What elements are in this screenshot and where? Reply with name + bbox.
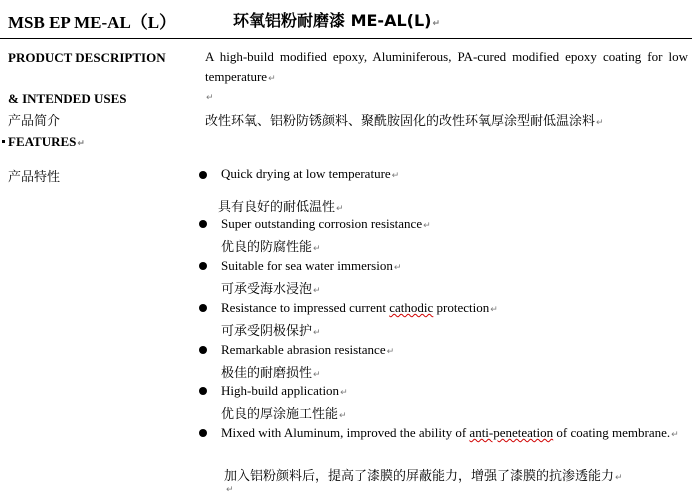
paragraph-mark: ↵: [596, 118, 604, 128]
product-description-label: PRODUCT DESCRIPTION: [8, 50, 166, 65]
paragraph-mark: ↵: [226, 485, 234, 495]
feature-cn: 优良的防腐性能↵: [221, 240, 321, 255]
feature-en: High-build application↵: [221, 383, 348, 398]
bullet-icon: [199, 387, 207, 395]
feature-cn: 可承受海水浸泡↵: [221, 282, 321, 297]
bullet-icon: [199, 220, 207, 228]
feature-en: Super outstanding corrosion resistance↵: [221, 216, 431, 231]
header-divider: [0, 38, 692, 39]
title-english: MSB EP ME-AL（L）: [8, 13, 177, 32]
feature-en: Remarkable abrasion resistance↵: [221, 342, 395, 357]
title-chinese: 环氧铝粉耐磨漆 ME-AL(L)↵: [233, 11, 441, 30]
paragraph-mark: ↵: [671, 430, 679, 440]
paragraph-mark: ↵: [77, 139, 85, 149]
bullet-icon: [199, 429, 207, 437]
paragraph-mark: ↵: [313, 244, 321, 254]
features-label: FEATURES↵: [8, 134, 85, 149]
paragraph-mark: ↵: [340, 388, 348, 398]
feature-en: Resistance to impressed current cathodic protection↵: [221, 300, 498, 315]
paragraph-mark: ↵: [313, 286, 321, 296]
paragraph-mark: ↵: [432, 19, 441, 29]
paragraph-mark: ↵: [393, 263, 402, 273]
paragraph-mark: ↵: [615, 473, 623, 483]
intended-uses-label-cn: 产品简介: [8, 114, 61, 129]
paragraph-mark: ↵: [423, 221, 431, 231]
feature-cn: 极佳的耐磨损性↵: [221, 366, 321, 381]
feature-cn: 加入铝粉颜料后，提高了漆膜的屏蔽能力，增强了漆膜的抗渗透能力↵: [224, 469, 623, 484]
list-marker: [2, 140, 5, 143]
features-label-cn: 产品特性: [8, 170, 61, 185]
bullet-icon: [199, 346, 207, 354]
paragraph-mark: ↵: [268, 74, 276, 84]
paragraph-mark: ↵: [339, 411, 347, 421]
feature-cn: 可承受阴极保护↵: [221, 324, 321, 339]
bullet-icon: [199, 171, 207, 179]
paragraph-mark: ↵: [490, 305, 498, 315]
bullet-icon: [199, 304, 207, 312]
feature-cn: 具有良好的耐低温性↵: [218, 200, 344, 215]
paragraph-mark: ↵: [336, 204, 344, 214]
feature-en: Mixed with Aluminum, improved the ability of anti-peneteation of coating membrane.↵: [221, 425, 679, 440]
paragraph-mark: ↵: [386, 347, 395, 357]
bullet-icon: [199, 262, 207, 270]
paragraph-mark: ↵: [391, 171, 400, 181]
paragraph-mark: ↵: [206, 93, 214, 103]
feature-en: Quick drying at low temperature↵: [221, 166, 400, 181]
intended-uses-label: & INTENDED USES: [8, 91, 127, 106]
intended-uses-text: 改性环氧、铝粉防锈颜料、聚酰胺固化的改性环氧厚涂型耐低温涂料↵: [205, 114, 604, 129]
paragraph-mark: ↵: [313, 370, 321, 380]
product-description-text: A high-build modified epoxy, Aluminiferous, PA-cured modified epoxy coating for low temperature↵: [205, 49, 688, 84]
paragraph-mark: ↵: [313, 328, 321, 338]
feature-en: Suitable for sea water immersion↵: [221, 258, 402, 273]
feature-cn: 优良的厚涂施工性能↵: [221, 407, 347, 422]
